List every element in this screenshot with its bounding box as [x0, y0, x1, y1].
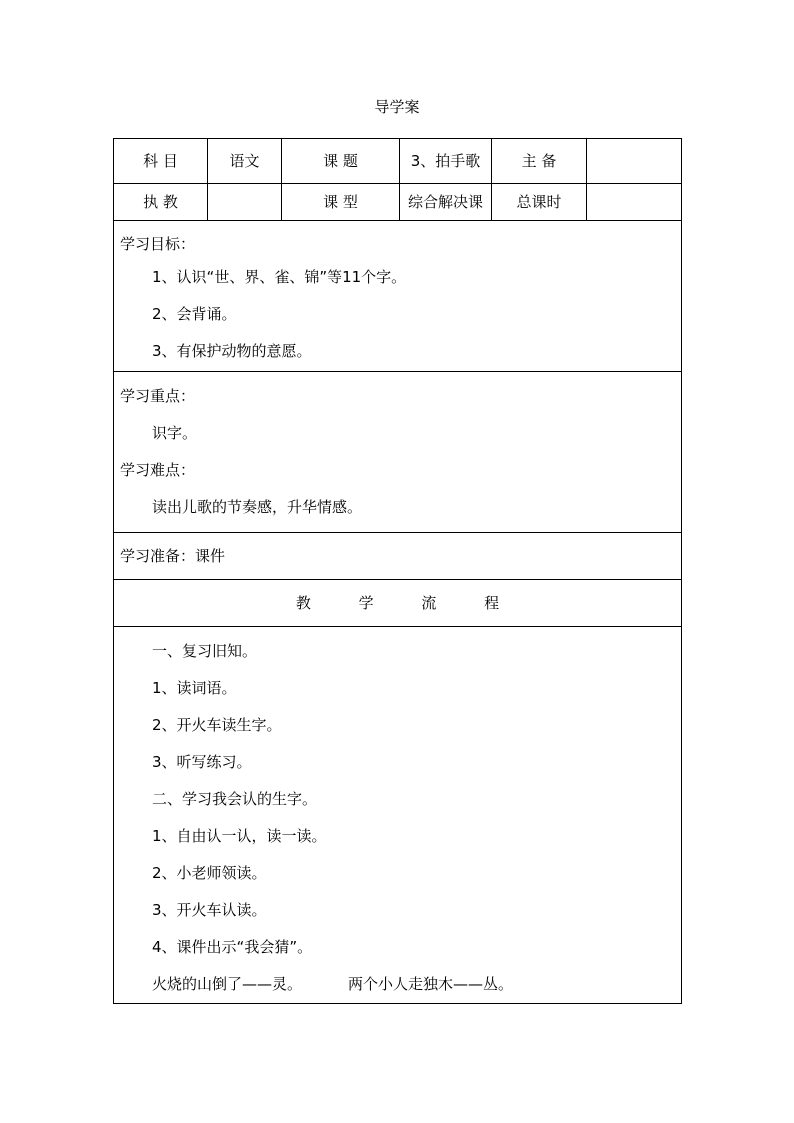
subject-value: 语文: [208, 139, 282, 184]
type-value: 综合解决课: [400, 184, 492, 221]
objective-item: 2、会背诵。: [152, 305, 237, 323]
objectives-cell: [114, 221, 682, 372]
subject-label: 科 目: [114, 139, 208, 184]
flow-line: 2、小老师领读。: [152, 864, 267, 882]
topic-label: 课 题: [282, 139, 400, 184]
flow-line: 1、自由认一认，读一读。: [152, 827, 327, 845]
flow-body-row: [114, 627, 682, 1004]
flow-heading: [114, 580, 682, 627]
key-points-text: 识字。: [152, 424, 198, 442]
lead-value: [587, 139, 682, 184]
preparation-row: [114, 533, 682, 580]
flow-heading-row: [114, 580, 682, 627]
flow-line: 一、复习旧知。: [152, 642, 258, 660]
objectives-row: [114, 221, 682, 372]
flow-line: 4、课件出示“我会猜”。: [152, 938, 313, 956]
flow-heading-char: 流: [421, 594, 437, 612]
flow-heading-char: 学: [358, 594, 374, 612]
key-points-row: [114, 372, 682, 533]
riddle-1: 火烧的山倒了——灵。: [152, 975, 303, 993]
flow-line: 3、开火车认读。: [152, 901, 267, 919]
hours-value: [587, 184, 682, 221]
difficulties-text: 读出儿歌的节奏感，升华情感。: [152, 498, 363, 516]
teacher-value: [208, 184, 282, 221]
lesson-plan-table: [113, 138, 682, 1004]
riddle-2: 两个小人走独木——丛。: [348, 975, 514, 993]
flow-body-cell: [114, 627, 682, 1004]
flow-line: 2、开火车读生字。: [152, 716, 282, 734]
hours-label: 总课时: [492, 184, 587, 221]
riddle-line: [120, 966, 675, 1003]
objective-item: 1、认识“世、界、雀、锦”等11个字。: [152, 268, 407, 286]
flow-line: 二、学习我会认的生字。: [152, 790, 318, 808]
lead-label: 主 备: [492, 139, 587, 184]
flow-heading-char: 程: [484, 594, 500, 612]
header-row-2: [114, 184, 682, 221]
flow-line: 3、听写练习。: [152, 753, 252, 771]
flow-line: 1、读词语。: [152, 679, 237, 697]
header-row-1: [114, 139, 682, 184]
objectives-heading: 学习目标：: [120, 235, 196, 253]
difficulties-heading: 学习难点：: [120, 461, 196, 479]
flow-heading-char: 教: [295, 594, 311, 612]
teacher-label: 执 教: [114, 184, 208, 221]
preparation-cell: 学习准备：课件: [114, 533, 682, 580]
topic-value: 3、拍手歌: [400, 139, 492, 184]
key-points-heading: 学习重点：: [120, 387, 196, 405]
document-title: 导学案: [374, 98, 420, 116]
objective-item: 3、有保护动物的意愿。: [152, 342, 312, 360]
type-label: 课 型: [282, 184, 400, 221]
key-points-cell: [114, 372, 682, 533]
